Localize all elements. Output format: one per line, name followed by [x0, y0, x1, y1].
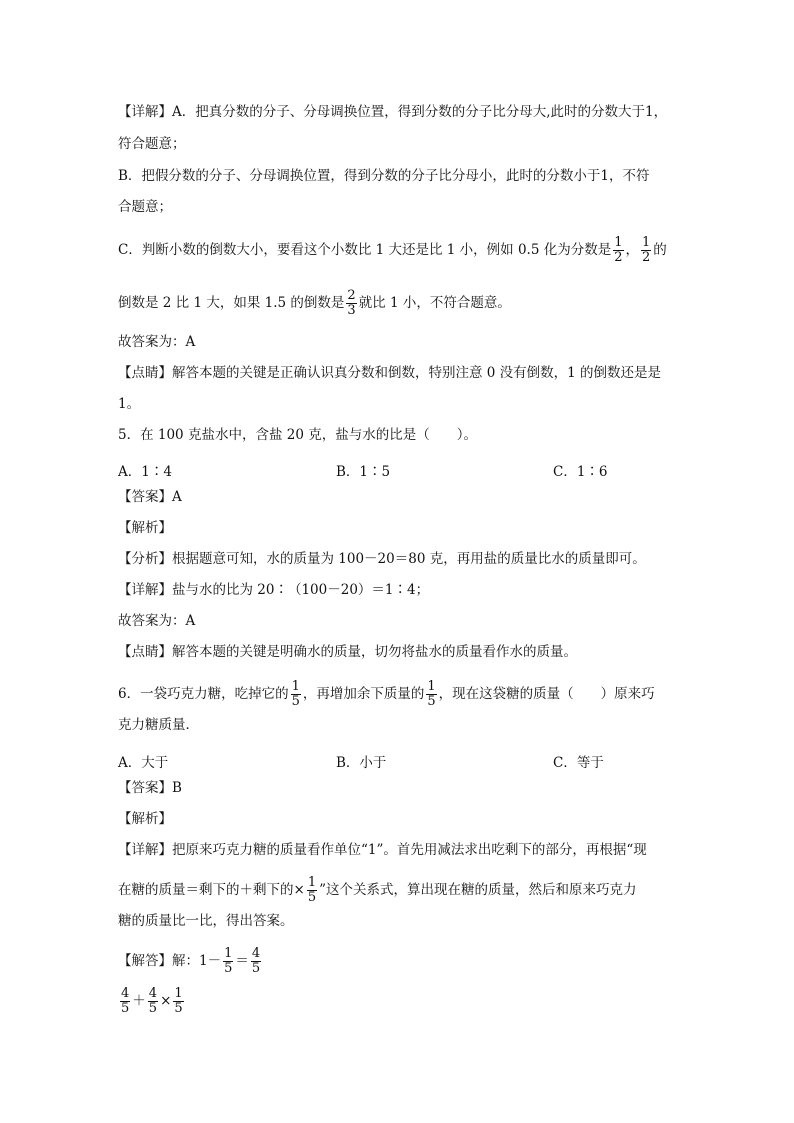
- explanation-line-b: B．把假分数的分子、分母调换位置，得到分数的分子比分母小，此时的分数小于1，不符: [118, 168, 650, 184]
- fraction-one-fifth: [291, 680, 301, 709]
- key-point-line-cont: 1。: [118, 396, 141, 412]
- denominator: 5: [251, 961, 261, 977]
- numerator: 4: [251, 946, 261, 961]
- fraction-two-thirds: [346, 289, 356, 318]
- question-6-stem-cont: 克力糖质量．: [118, 717, 199, 733]
- numerator: 1: [224, 946, 233, 961]
- q5-answer: 【答案】A: [118, 489, 182, 505]
- text-segment: 6．一袋巧克力糖，吃掉它的: [118, 686, 289, 703]
- fraction-four-fifths: [148, 987, 158, 1016]
- q5-detail: 【详解】盐与水的比为 20∶（100－20）＝1∶4；: [118, 582, 430, 598]
- times-sign: ×: [160, 993, 172, 1010]
- numerator: 4: [121, 986, 130, 1001]
- q6-detail-line-3: 糖的质量比一比，得出答案。: [118, 913, 294, 929]
- q5-final-answer: 故答案为：A: [118, 613, 196, 629]
- fraction-one-fifth: [307, 876, 317, 905]
- numerator: 1: [614, 235, 623, 250]
- denominator: 3: [347, 303, 356, 319]
- q6-detail-line-1: 【详解】把原来巧克力糖的质量看作单位“1”。首先用减法求出吃剩下的部分，再根据“现: [118, 842, 647, 858]
- fraction-four-fifths: [251, 947, 261, 976]
- fraction-one-fifth: [223, 947, 233, 976]
- numerator: 1: [642, 235, 651, 250]
- text-segment: ”这个关系式，算出现在糖的质量，然后和原来巧克力: [319, 882, 637, 899]
- q6-solution-line-2: [118, 987, 688, 1016]
- q5-option-a: A．1∶4: [118, 464, 172, 480]
- q5-option-c: C．1∶6: [553, 464, 608, 480]
- denominator: 5: [224, 961, 233, 977]
- fraction-one-fifth: [426, 680, 436, 709]
- text-segment: 【解答】解：1－: [118, 953, 222, 970]
- numerator: 2: [347, 288, 356, 303]
- q5-key-point: 【点睛】解答本题的关键是明确水的质量，切勿将盐水的质量看作水的质量。: [118, 644, 577, 660]
- q6-solution-line-1: [118, 947, 688, 976]
- q6-answer: 【答案】B: [118, 780, 182, 796]
- q5-analysis-heading: 【解析】: [118, 520, 172, 536]
- fraction-one-fifth: [173, 987, 183, 1016]
- denominator: 5: [427, 694, 436, 710]
- text-segment: ，现在这袋糖的质量（ ）原来巧: [438, 686, 655, 703]
- denominator: 5: [174, 1001, 183, 1017]
- denominator: 5: [307, 890, 317, 906]
- text-segment: C．判断小数的倒数大小，要看这个小数比 1 大还是比 1 小，例如 0.5 化为分数是: [118, 242, 612, 259]
- q6-option-c: C．等于: [553, 755, 604, 771]
- fraction-four-fifths: [120, 987, 130, 1016]
- question-6-stem: [118, 680, 688, 709]
- denominator: 5: [291, 694, 300, 710]
- numerator: 1: [291, 679, 300, 694]
- numerator: 1: [307, 875, 317, 890]
- question-5-stem: 5．在 100 克盐水中，含盐 20 克，盐与水的比是（ ）。: [118, 427, 477, 443]
- denominator: 5: [148, 1001, 158, 1017]
- numerator: 1: [427, 679, 436, 694]
- fraction-one-half: [613, 236, 623, 265]
- numerator: 4: [148, 986, 158, 1001]
- q6-detail-line-2: [118, 876, 688, 905]
- q5-analysis: 【分析】根据题意可知，水的质量为 100－20＝80 克，再用盐的质量比水的质量即可。: [118, 551, 646, 567]
- text-segment: 就比 1 小，不符合题意。: [358, 295, 511, 312]
- fraction-one-half: [641, 236, 651, 265]
- denominator: 2: [614, 250, 623, 266]
- explanation-line-a-cont: 符合题意；: [118, 136, 186, 152]
- explanation-line-b-cont: 合题意；: [118, 199, 172, 215]
- numerator: 1: [174, 986, 183, 1001]
- denominator: 2: [642, 250, 651, 266]
- q5-option-b: B．1∶5: [336, 464, 391, 480]
- answer-line: 故答案为：A: [118, 334, 196, 350]
- q6-option-a: A．大于: [118, 755, 169, 771]
- denominator: 5: [121, 1001, 130, 1017]
- plus-sign: ＋: [132, 993, 146, 1010]
- q6-option-b: B．小于: [336, 755, 387, 771]
- explanation-line-a: 【详解】A．把真分数的分子、分母调换位置，得到分数的分子比分母大,此时的分数大于1，: [118, 104, 668, 120]
- text-segment: ，: [625, 242, 640, 259]
- text-segment: 的: [653, 242, 667, 259]
- text-segment: ，再增加余下质量的: [302, 686, 425, 703]
- text-segment: 在糖的质量＝剩下的＋剩下的×: [118, 882, 305, 899]
- text-segment: 倒数是 2 比 1 大，如果 1.5 的倒数是: [118, 295, 345, 312]
- explanation-line-c-cont: [118, 289, 688, 318]
- key-point-line: 【点睛】解答本题的关键是正确认识真分数和倒数，特别注意 0 没有倒数，1 的倒数还是是: [118, 365, 662, 381]
- q6-analysis-heading: 【解析】: [118, 811, 172, 827]
- explanation-line-c: [118, 236, 688, 265]
- equals-sign: ＝: [235, 953, 249, 970]
